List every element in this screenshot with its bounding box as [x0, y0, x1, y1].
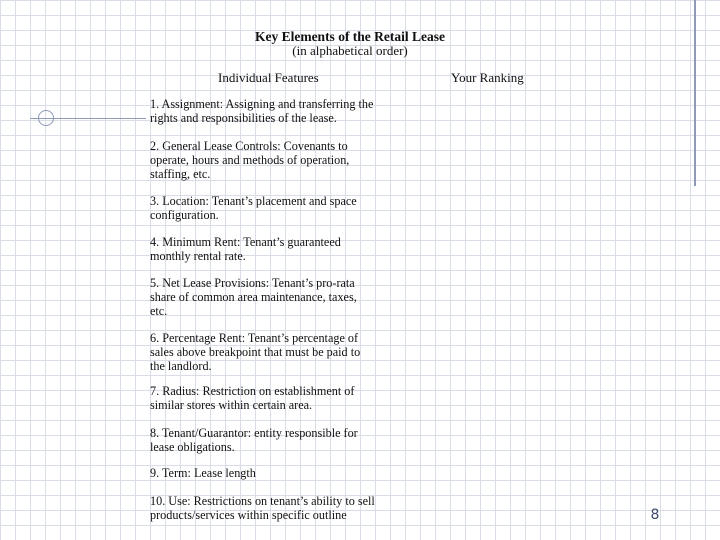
page-number: 8 — [650, 507, 660, 523]
decorative-vertical-line — [694, 0, 696, 186]
document-title: Key Elements of the Retail Lease — [254, 29, 446, 44]
feature-radius: 7. Radius: Restriction on establishment of similar stores within certain area. — [150, 384, 355, 413]
feature-minimum-rent: 4. Minimum Rent: Tenant’s guaranteed monthly rental rate. — [150, 235, 341, 264]
feature-location: 3. Location: Tenant’s placement and space configuration. — [150, 194, 357, 223]
feature-term: 9. Term: Lease length — [150, 466, 256, 480]
document-subtitle: (in alphabetical order) — [292, 43, 408, 58]
feature-percentage-rent: 6. Percentage Rent: Tenant’s percentage of sales above breakpoint that must be paid to the landlord. — [150, 331, 361, 374]
feature-use: 10. Use: Restrictions on tenant’s ability to sell products/services within specific outline — [150, 494, 375, 523]
feature-general-lease-controls: 2. General Lease Controls: Covenants to operate, hours and methods of operation, staffing, etc. — [150, 139, 350, 182]
feature-tenant-guarantor: 8. Tenant/Guarantor: entity responsible for lease obligations. — [150, 426, 358, 455]
feature-net-lease-provisions: 5. Net Lease Provisions: Tenant’s pro-rata share of common area maintenance, taxes, etc. — [150, 276, 357, 319]
feature-assignment: 1. Assignment: Assigning and transferring the rights and responsibilities of the lease. — [150, 97, 374, 126]
column-header-individual-features: Individual Features — [218, 70, 319, 85]
decorative-circle — [38, 110, 54, 126]
column-header-your-ranking: Your Ranking — [451, 70, 524, 85]
